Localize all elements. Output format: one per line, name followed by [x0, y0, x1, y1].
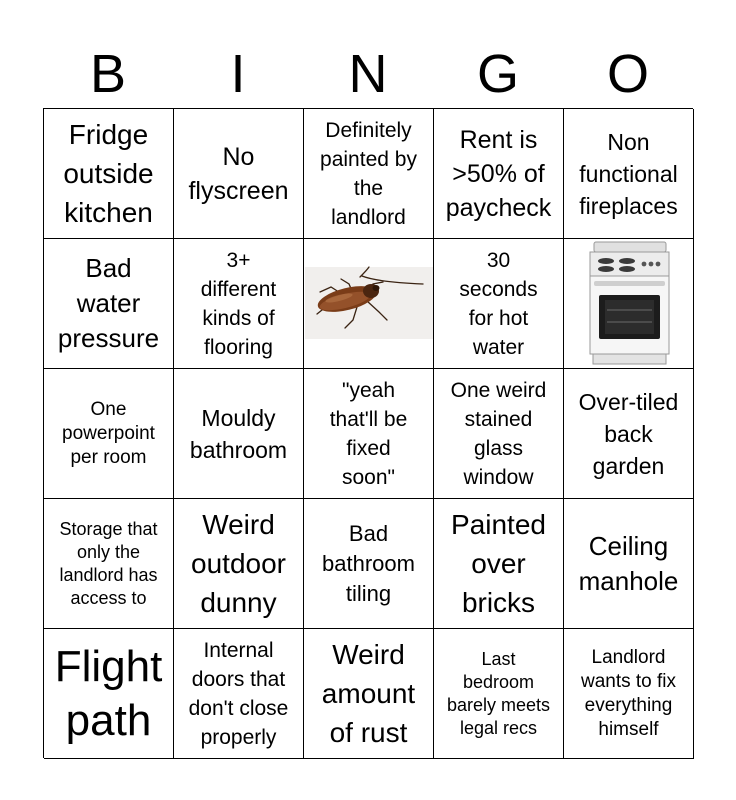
cell-text: Over-tiled back garden: [578, 388, 679, 479]
cell-text: Non functional fireplaces: [579, 128, 678, 219]
bingo-cell[interactable]: [434, 499, 564, 629]
bingo-header: [43, 40, 693, 108]
cell-text: Mouldy bathroom: [189, 404, 288, 463]
cell-text: Weird outdoor dunny: [191, 509, 286, 618]
cell-text: Ceiling manhole: [578, 530, 679, 596]
bingo-cell[interactable]: [434, 369, 564, 499]
bingo-cell[interactable]: [564, 629, 694, 759]
bingo-cell[interactable]: [564, 239, 694, 369]
cockroach-image: [305, 240, 433, 368]
cell-text: Rent is >50% of paycheck: [445, 125, 552, 222]
bingo-cell[interactable]: [304, 369, 434, 499]
cell-text: Bad bathroom tiling: [322, 520, 415, 606]
cell-text: Bad water pressure: [57, 253, 160, 353]
header-letter-g: G: [476, 44, 519, 104]
cell-text: Definitely painted by the landlord: [320, 118, 417, 229]
cell-text: Last bedroom barely meets legal recs: [446, 648, 551, 738]
bingo-cell[interactable]: [174, 369, 304, 499]
cell-text: Fridge outside kitchen: [63, 119, 154, 228]
bingo-cell[interactable]: [304, 629, 434, 759]
cell-text: Flight path: [54, 641, 163, 745]
cell-text: "yeah that'll be fixed soon": [329, 378, 408, 489]
bingo-cell[interactable]: [44, 369, 174, 499]
header-letter-b: B: [89, 44, 127, 104]
oven-image: [565, 240, 693, 368]
cell-text: Internal doors that don't close properly: [188, 638, 289, 749]
bingo-cell[interactable]: [44, 499, 174, 629]
bingo-cell[interactable]: [174, 629, 304, 759]
bingo-cell[interactable]: [44, 629, 174, 759]
bingo-cell[interactable]: [304, 499, 434, 629]
cell-text: One weird stained glass window: [450, 378, 547, 489]
bingo-cell[interactable]: [174, 499, 304, 629]
bingo-cell[interactable]: [564, 369, 694, 499]
header-letter-i: I: [230, 44, 246, 104]
bingo-cell[interactable]: [434, 629, 564, 759]
bingo-cell[interactable]: [44, 239, 174, 369]
bingo-cell[interactable]: [44, 109, 174, 239]
cell-text: One powerpoint per room: [62, 398, 155, 468]
bingo-cell[interactable]: [174, 109, 304, 239]
cell-text: No flyscreen: [188, 142, 289, 205]
cell-text: Painted over bricks: [451, 509, 546, 618]
bingo-grid: [43, 108, 693, 758]
cell-text: Storage that only the landlord has access to: [59, 518, 158, 608]
bingo-cell-free[interactable]: [304, 239, 434, 369]
bingo-cell[interactable]: [564, 109, 694, 239]
bingo-cell[interactable]: [434, 239, 564, 369]
cell-text: Landlord wants to fix everything himself: [580, 646, 677, 740]
header-letter-o: O: [606, 44, 649, 104]
bingo-cell[interactable]: [564, 499, 694, 629]
cell-text: 30 seconds for hot water: [459, 248, 538, 359]
cell-text: 3+ different kinds of flooring: [200, 248, 277, 359]
cell-text: Weird amount of rust: [321, 639, 416, 748]
bingo-cell[interactable]: [304, 109, 434, 239]
bingo-cell[interactable]: [174, 239, 304, 369]
bingo-cell[interactable]: [434, 109, 564, 239]
header-letter-n: N: [348, 44, 388, 104]
